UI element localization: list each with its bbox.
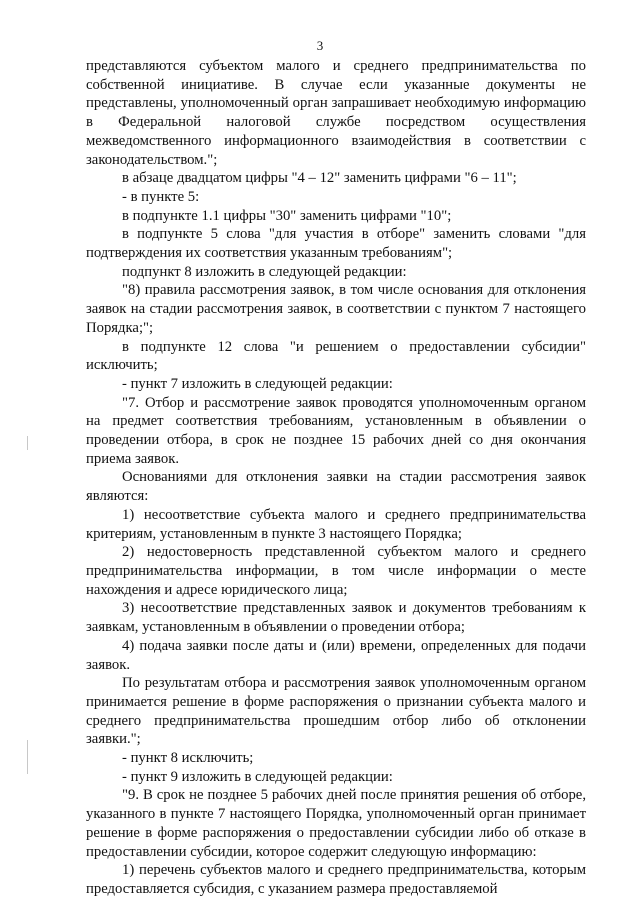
paragraph-continuation: представляются субъектом малого и среднего предпринимательства по собственной инициативе. В случае если указанные документы не представлены, уполномоченный орган запрашивает необходимую информацию в Федеральной налоговой службе посредством осуществления межведомственного информационного взаимодействия в соответствии с законодательством."; bbox=[86, 58, 586, 168]
paragraph: в подпункте 1.1 цифры "30" заменить цифрами "10"; bbox=[122, 207, 452, 224]
paragraph: - пункт 7 изложить в следующей редакции: bbox=[122, 375, 393, 392]
paragraph: - в пункте 5: bbox=[122, 188, 200, 205]
paragraph: - пункт 9 изложить в следующей редакции: bbox=[122, 768, 393, 785]
paragraph: "7. Отбор и рассмотрение заявок проводятся уполномоченным органом на предмет соответствия требованиям, установленным в объявлении о проведении отбора, в срок не позднее 15 рабочих дней со дня окончания приема заявок. bbox=[86, 394, 586, 467]
paragraph: в подпункте 5 слова "для участия в отборе" заменить словами "для подтверждения их соответствия указанным требованиям"; bbox=[86, 226, 586, 262]
document-text bbox=[86, 57, 586, 899]
paragraph: Основаниями для отклонения заявки на стадии рассмотрения заявок являются: bbox=[86, 469, 586, 505]
margin-mark bbox=[27, 436, 28, 450]
paragraph: 3) несоответствие представленных заявок и документов требованиям к заявкам, установленным в объявлении о проведении отбора; bbox=[86, 600, 586, 636]
page-number: 3 bbox=[316, 38, 324, 53]
paragraph: 2) недостоверность представленной субъектом малого и среднего предпринимательства информации, в том числе информации о месте нахождения и адресе юридического лица; bbox=[86, 544, 586, 598]
margin-mark bbox=[27, 740, 28, 774]
paragraph: По результатам отбора и рассмотрения заявок уполномоченным органом принимается решение в форме распоряжения о признании субъекта малого и среднего предпринимательства прошедшим отбор либо об отклонении заявки."; bbox=[86, 675, 586, 748]
paragraph: 1) перечень субъектов малого и среднего предпринимательства, которым предоставляется субсидия, с указанием размера предоставляемой bbox=[86, 862, 586, 897]
paragraph: "9. В срок не позднее 5 рабочих дней после принятия решения об отборе, указанного в пункте 7 настоящего Порядка, уполномоченный орган принимает решение в форме распоряжения о предоставлении субсидии либо об отказе в предоставлении субсидии, которое содержит следующую информацию: bbox=[86, 787, 586, 860]
paragraph: - пункт 8 исключить; bbox=[122, 750, 254, 767]
paragraph: подпункт 8 изложить в следующей редакции: bbox=[122, 263, 407, 280]
paragraph: 4) подача заявки после даты и (или) времени, определенных для подачи заявок. bbox=[86, 637, 586, 673]
paragraph: "8) правила рассмотрения заявок, в том числе основания для отклонения заявок на стадии рассмотрения заявок, в соответствии с пунктом 7 настоящего Порядка;"; bbox=[86, 282, 586, 336]
paragraph: в абзаце двадцатом цифры "4 – 12" заменить цифрами "6 – 11"; bbox=[122, 170, 517, 187]
paragraph: в подпункте 12 слова "и решением о предоставлении субсидии" исключить; bbox=[86, 338, 586, 374]
paragraph: 1) несоответствие субъекта малого и среднего предпринимательства критериям, установленным в пункте 3 настоящего Порядка; bbox=[86, 506, 586, 542]
